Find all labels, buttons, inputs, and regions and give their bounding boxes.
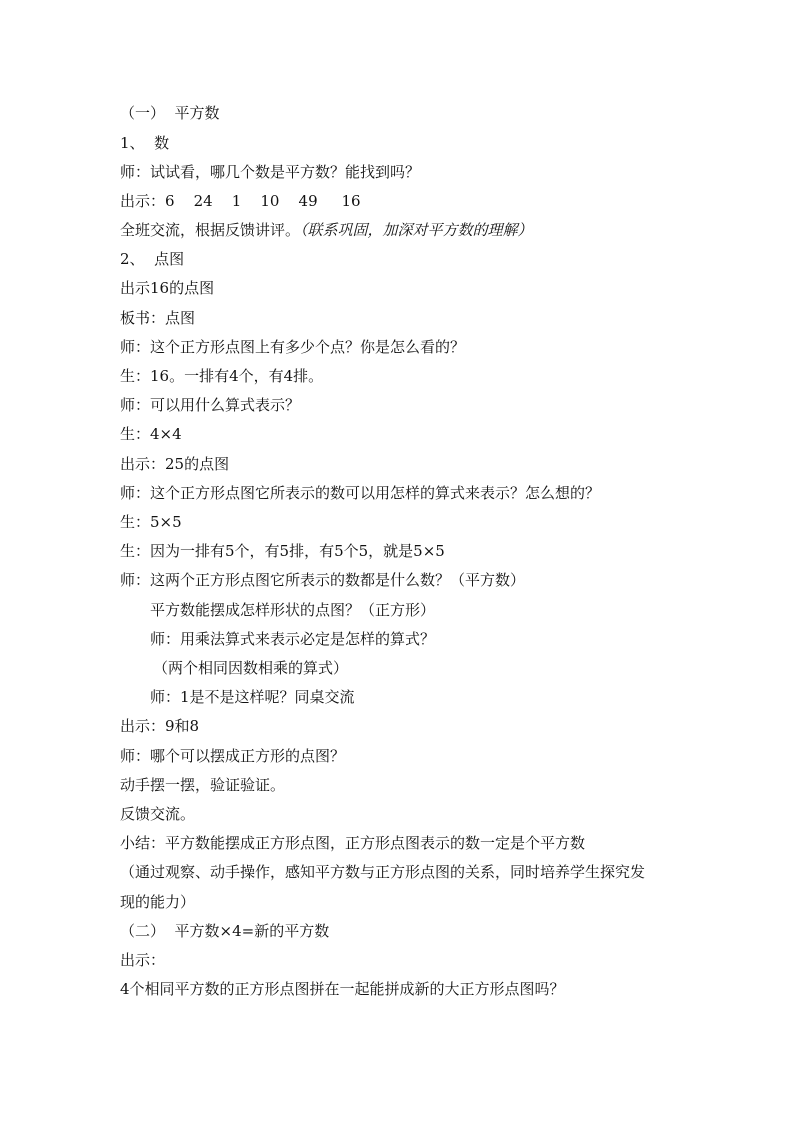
text-line: 师：这个正方形点图它所表示的数可以用怎样的算式来表示？怎么想的？ xyxy=(120,484,601,502)
text-line: 反馈交流。 xyxy=(120,805,196,823)
text-line: 师：哪个可以摆成正方形的点图？ xyxy=(120,747,346,765)
text-line: 平方数能摆成怎样形状的点图？（正方形） xyxy=(150,601,436,619)
text-line: 出示：25的点图 xyxy=(120,455,230,473)
text-line: 出示：6 24 1 10 49 16 xyxy=(120,192,361,210)
text-line: 出示： xyxy=(120,951,166,969)
text-line: 动手摆一摆，验证验证。 xyxy=(120,776,286,794)
text-line xyxy=(120,220,533,240)
section-heading-1: （一） 平方数 xyxy=(120,104,220,122)
text-line: 师：可以用什么算式表示？ xyxy=(120,396,301,414)
subsection-heading-2: 2、 点图 xyxy=(120,250,185,268)
text-line: 小结：平方数能摆成正方形点图，正方形点图表示的数一定是个平方数 xyxy=(120,834,586,852)
text-line: 师：试试看，哪几个数是平方数？能找到吗？ xyxy=(120,163,421,181)
text-line: 师：这两个正方形点图它所表示的数都是什么数？（平方数） xyxy=(120,571,526,589)
note-span: （联系巩固，加深对平方数的理解） xyxy=(300,221,533,239)
text-line: （两个相同因数相乘的算式） xyxy=(153,659,349,677)
text-line: 师：用乘法算式来表示必定是怎样的算式？ xyxy=(150,630,436,648)
section-heading-2: （二） 平方数×4=新的平方数 xyxy=(120,922,330,940)
text-line: 生：因为一排有5个，有5排，有5个5，就是5×5 xyxy=(120,542,445,560)
text-line: 4个相同平方数的正方形点图拼在一起能拼成新的大正方形点图吗？ xyxy=(120,980,565,998)
text-line: 出示16的点图 xyxy=(120,279,215,297)
subsection-heading-1: 1、 数 xyxy=(120,134,170,152)
text-line: 师：1是不是这样呢？同桌交流 xyxy=(150,688,355,706)
text-line: 板书：点图 xyxy=(120,309,196,327)
text-line: 生：5×5 xyxy=(120,513,182,531)
text-line: 师：这个正方形点图上有多少个点？你是怎么看的？ xyxy=(120,338,466,356)
text-line: 生：16。一排有4个，有4排。 xyxy=(120,367,324,385)
text-line: 出示：9和8 xyxy=(120,717,200,735)
text-line: （通过观察、动手操作，感知平方数与正方形点图的关系，同时培养学生探究发 xyxy=(120,863,646,881)
text-span: 全班交流，根据反馈讲评。 xyxy=(120,221,301,239)
text-line: 生：4×4 xyxy=(120,425,182,443)
text-line: 现的能力） xyxy=(120,893,196,911)
